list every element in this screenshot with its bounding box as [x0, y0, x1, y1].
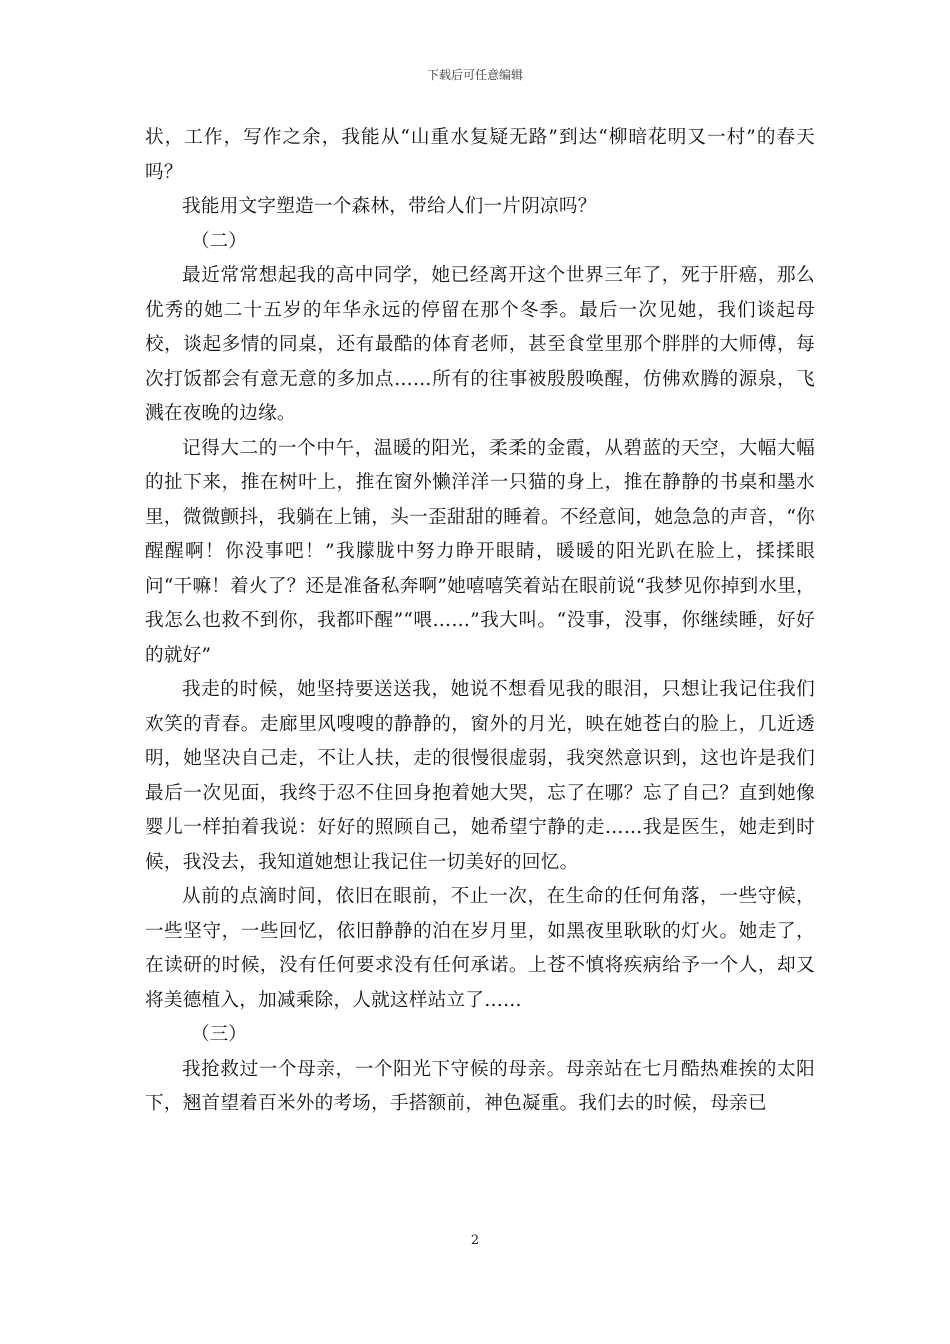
paragraph-continuation: 状，工作，写作之余，我能从“山重水复疑无路”到达“柳暗花明又一村”的春天吗？	[145, 127, 815, 183]
section-heading: （二）	[191, 230, 247, 252]
paragraph: 从前的点滴时间，依旧在眼前，不止一次，在生命的任何角落，一些守候，一些坚守，一些回忆，依旧静静的泊在岁月里，如黑夜里耿耿的灯火。她走了，在读研的时候，没有任何要求没有任何承诺。上苍不慎将疾病给予一个人，却又将美德植入，加减乘除，人就这样站立了……	[145, 886, 815, 1011]
page-header: 下载后可任意编辑	[426, 68, 523, 82]
page-number: 2	[470, 1233, 480, 1248]
paragraph: 最近常常想起我的高中同学，她已经离开这个世界三年了，死于肝癌，那么优秀的她二十五岁的年华永远的停留在那个冬季。最后一次见她，我们谈起母校，谈起多情的同桌，还有最酷的体育老师，甚至食堂里那个胖胖的大师傅，每次打饭都会有意无意的多加点……所有的往事被殷殷唤醒，仿佛欢腾的源泉，飞溅在夜晚的边缘。	[145, 265, 815, 424]
paragraph: 我走的时候，她坚持要送送我，她说不想看见我的眼泪，只想让我记住我们欢笑的青春。走廊里风嗖嗖的静静的，窗外的月光，映在她苍白的脸上，几近透明，她坚决自己走，不让人扶，走的很慢很虚弱，我突然意识到，这也许是我们最后一次见面，我终于忍不住回身抱着她大哭，忘了在哪？忘了自己？直到她像婴儿一样拍着我说：好好的照顾自己，她希望宁静的走……我是医生，她走到时候，我没去，我知道她想让我记住一切美好的回忆。	[145, 679, 815, 873]
paragraph: 我能用文字塑造一个森林，带给人们一片阴凉吗？	[182, 196, 597, 217]
document-body	[145, 121, 815, 1122]
paragraph: 记得大二的一个中午，温暖的阳光，柔柔的金霞，从碧蓝的天空，大幅大幅的扯下来，推在树叶上，推在窗外懒洋洋一只猫的身上，推在静静的书桌和墨水里，微微颤抖，我躺在上铺，头一歪甜甜的睡着。不经意间，她急急的声音，“你醒醒啊！你没事吧！”我朦胧中努力睁开眼睛，暖暖的阳光趴在脸上，揉揉眼问“干嘛！着火了？还是准备私奔啊”她嘻嘻笑着站在眼前说“我梦见你掉到水里，我怎么也救不到你，我都吓醒”“喂……”我大叫。“没事，没事，你继续睡，好好的就好”	[145, 437, 815, 666]
section-heading: （三）	[191, 1024, 247, 1045]
paragraph: 我抢救过一个母亲，一个阳光下守候的母亲。母亲站在七月酷热难挨的太阳下，翘首望着百米外的考场，手搭额前，神色凝重。我们去的时候，母亲已	[145, 1058, 815, 1114]
